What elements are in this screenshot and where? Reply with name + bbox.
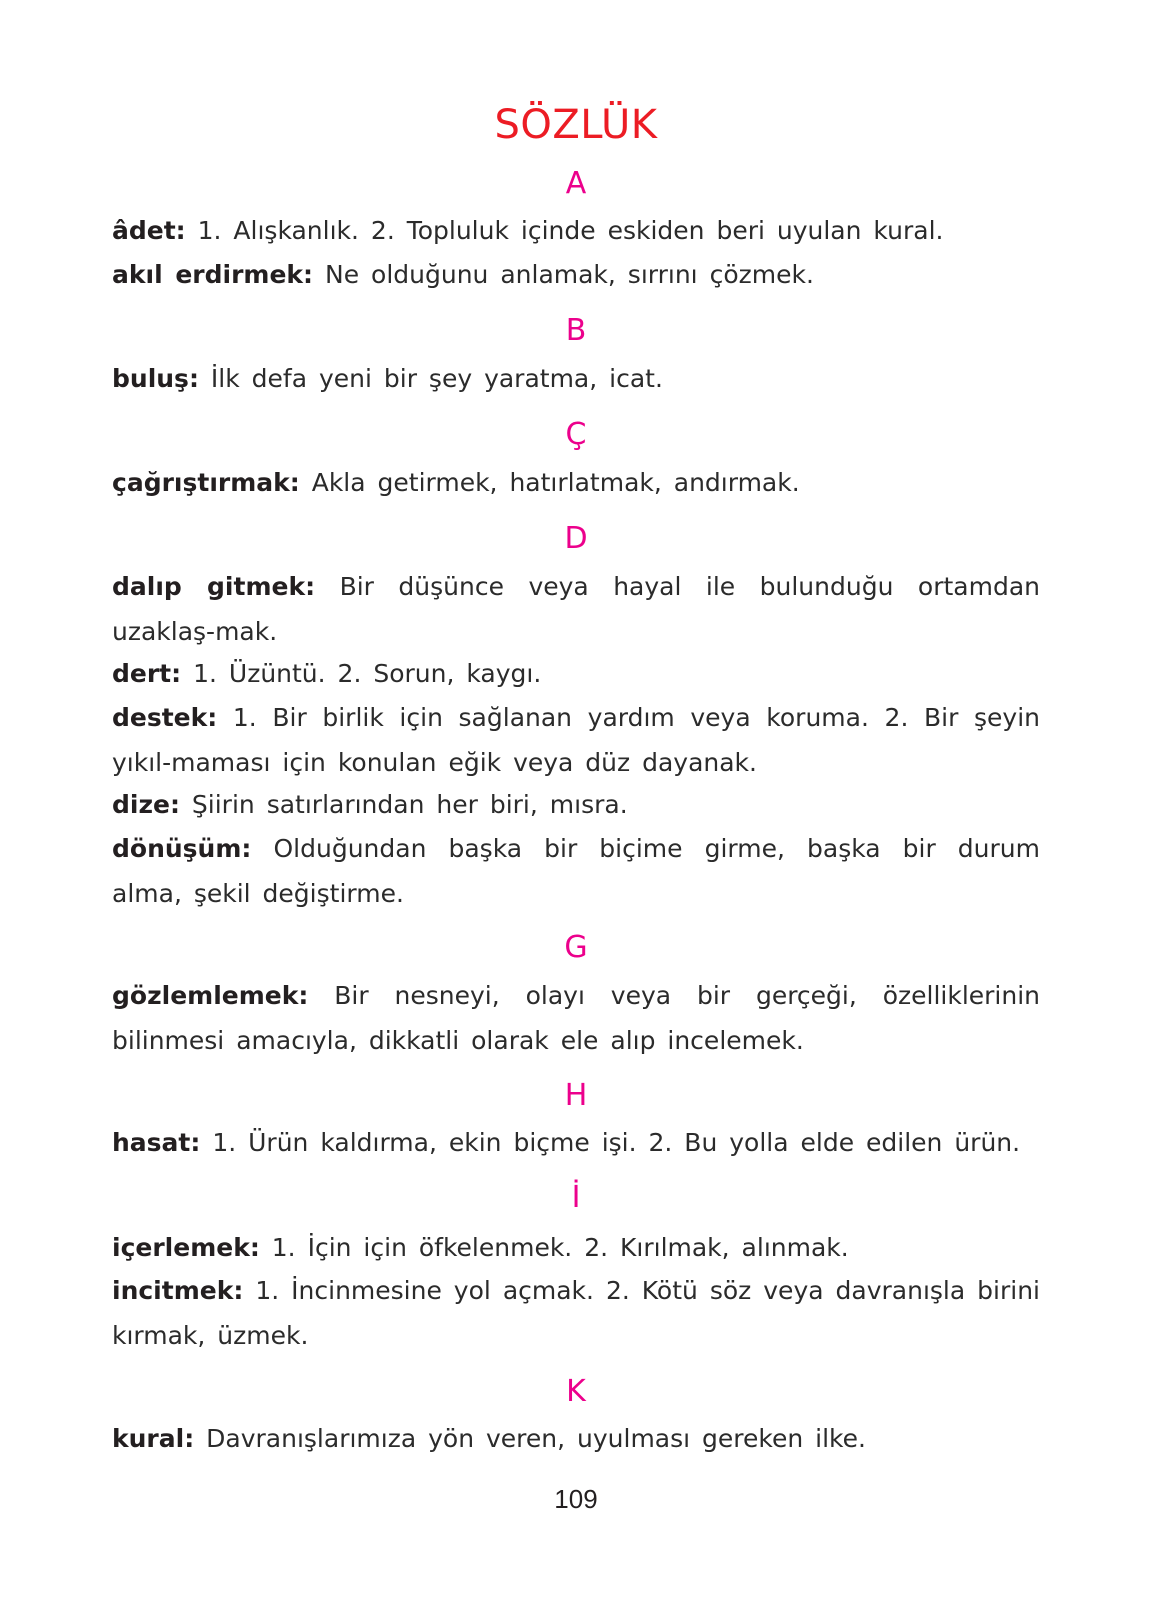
dictionary-entry [112, 252, 1040, 297]
entry-definition: 1. İçin için öfkelenmek. 2. Kırılmak, alınmak. [271, 1233, 849, 1262]
dictionary-entry [112, 564, 1040, 654]
letter-heading-a: A [565, 166, 587, 201]
dictionary-entry [112, 695, 1040, 785]
dictionary-entry [112, 1268, 1040, 1358]
entry-term: dize: [112, 790, 180, 819]
dictionary-entry [112, 1120, 1040, 1165]
letter-heading-c-cedilla: Ç [565, 417, 587, 452]
letter-heading-k: K [566, 1374, 586, 1409]
letter-heading-b: B [565, 313, 587, 348]
page-title: SÖZLÜK [494, 102, 658, 148]
entry-definition: 1. Üzüntü. 2. Sorun, kaygı. [193, 659, 542, 688]
dictionary-entry [112, 651, 1040, 696]
entry-term: buluş: [112, 364, 199, 393]
entry-definition: İlk defa yeni bir şey yaratma, icat. [210, 364, 663, 393]
entry-definition: 1. Ürün kaldırma, ekin biçme işi. 2. Bu yolla elde edilen ürün. [212, 1128, 1021, 1157]
entry-term: gözlemlemek: [112, 981, 309, 1010]
entry-term: akıl erdirmek: [112, 260, 314, 289]
page-number: 109 [554, 1484, 598, 1514]
dictionary-entry [112, 782, 1040, 827]
dictionary-entry [112, 356, 1040, 401]
dictionary-entry [112, 460, 1040, 505]
entry-term: destek: [112, 703, 218, 732]
letter-heading-d: D [564, 521, 588, 556]
entry-definition: 1. Bir birlik için sağlanan yardım veya koruma. 2. Bir şeyin yıkıl-maması için konulan eğik veya düz dayanak. [112, 703, 1040, 777]
entry-term: dönüşüm: [112, 834, 252, 863]
entry-definition: Olduğundan başka bir biçime girme, başka bir durum alma, şekil değiştirme. [112, 834, 1040, 908]
entry-term: âdet: [112, 216, 186, 245]
entry-definition: Bir nesneyi, olayı veya bir gerçeği, özelliklerinin bilinmesi amacıyla, dikkatli olarak ele alıp incelemek. [112, 981, 1041, 1055]
letter-heading-i-dotted: İ [571, 1180, 581, 1215]
dictionary-entry [112, 973, 1040, 1063]
entry-term: çağrıştırmak: [112, 468, 300, 497]
dictionary-entry [112, 826, 1040, 916]
entry-definition: Bir düşünce veya hayal ile bulunduğu ortamdan uzaklaş-mak. [112, 572, 1040, 646]
entry-term: hasat: [112, 1128, 201, 1157]
letter-heading-g: G [564, 930, 588, 965]
entry-definition: Akla getirmek, hatırlatmak, andırmak. [311, 468, 800, 497]
entry-term: dalıp gitmek: [112, 572, 316, 601]
entry-definition: 1. İncinmesine yol açmak. 2. Kötü söz veya davranışla birini kırmak, üzmek. [112, 1276, 1040, 1350]
entry-definition: Ne olduğunu anlamak, sırrını çözmek. [325, 260, 814, 289]
dictionary-entry [112, 1225, 1040, 1270]
dictionary-entry [112, 208, 1040, 253]
entry-definition: Davranışlarımıza yön veren, uyulması gereken ilke. [206, 1424, 866, 1453]
entry-term: dert: [112, 659, 182, 688]
dictionary-entry [112, 1416, 1040, 1461]
letter-heading-h: H [564, 1078, 588, 1113]
entry-term: incitmek: [112, 1276, 244, 1305]
entry-term: içerlemek: [112, 1233, 260, 1262]
entry-definition: 1. Alışkanlık. 2. Topluluk içinde eskiden beri uyulan kural. [197, 216, 944, 245]
entry-definition: Şiirin satırlarından her biri, mısra. [191, 790, 628, 819]
entry-term: kural: [112, 1424, 195, 1453]
